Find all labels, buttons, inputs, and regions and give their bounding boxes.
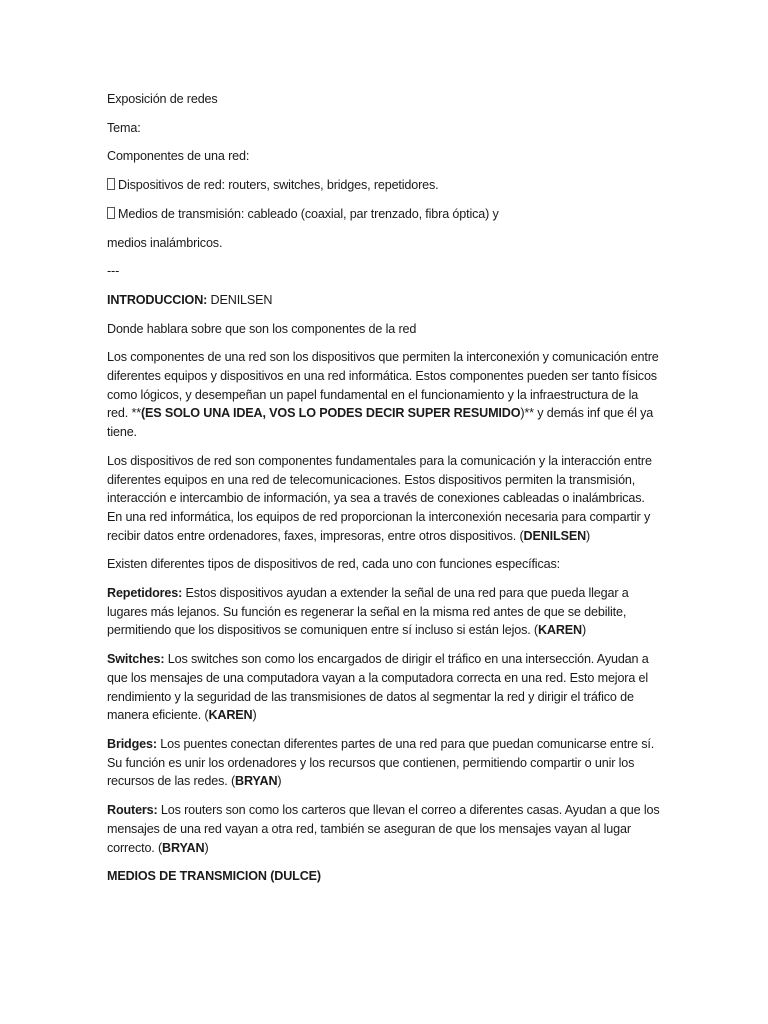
term-label: Switches: <box>107 652 165 667</box>
bullet-text: Dispositivos de red: routers, switches, bridges, repetidores. <box>118 178 439 193</box>
paragraph-close: ) <box>582 623 587 638</box>
bullet-text: Medios de transmisión: cableado (coaxial, par trenzado, fibra óptica) y <box>118 206 499 221</box>
medios-heading-text: MEDIOS DE TRANSMICION (DULCE) <box>107 869 321 884</box>
term-label: Routers: <box>107 803 158 818</box>
paragraph-close: ) <box>586 528 591 543</box>
term-text: Los routers son como los carteros que llevan el correo a diferentes casas. Ayudan a que los mensajes de una red vayan a otra red, también se aseguran de que los mensajes vayan al lugar correcto. ( <box>107 803 660 855</box>
term-label: Repetidores: <box>107 586 183 601</box>
paragraph-routers <box>107 801 662 857</box>
separator: --- <box>107 264 120 279</box>
paragraph-close: ) <box>204 840 209 855</box>
paragraph-close: ) <box>252 708 257 723</box>
paragraph-componentes <box>107 348 662 442</box>
document-page <box>107 90 662 896</box>
paragraph-bridges <box>107 735 662 791</box>
introduccion-line <box>107 291 662 310</box>
presenter-name: BRYAN <box>235 774 278 789</box>
medios-heading <box>107 867 662 886</box>
tema-label: Tema: <box>107 120 141 135</box>
introduccion-presenter: DENILSEN <box>207 292 273 307</box>
paragraph-tail: )** y demás inf que él ya tiene. <box>107 406 654 440</box>
term-label: Bridges: <box>107 736 157 751</box>
paragraph-dispositivos <box>107 452 662 546</box>
presenter-name: BRYAN <box>162 840 205 855</box>
presenter-name: KAREN <box>208 708 253 723</box>
paragraph-text: Los dispositivos de red son componentes fundamentales para la comunicación y la interacción entre diferentes equipos en una red de telecomunicaciones. Estos dispositivos permiten la transmisión, interacción e intercambio de información, ya sea a través de conexiones cableadas o inalámbricas. En una red informática, los equipos de red proporcionan la interconexión necesaria para compartir y recibir datos entre ordenadores, faxes, impresoras, entre otros dispositivos. ( <box>107 453 652 543</box>
componentes-heading: Componentes de una red: <box>107 149 250 164</box>
introduccion-label: INTRODUCCION: <box>107 292 208 307</box>
bullet-box-icon <box>107 207 115 219</box>
presenter-name: DENILSEN <box>523 528 587 543</box>
presenter-name: KAREN <box>537 623 582 638</box>
paragraph-repetidores <box>107 584 662 640</box>
introduccion-description: Donde hablara sobre que son los componentes de la red <box>107 321 417 336</box>
bullet-item-medios <box>107 205 662 224</box>
term-text: Los switches son como los encargados de dirigir el tráfico en una intersección. Ayudan a que los mensajes de una computadora vayan a la computadora correcta en una red. Esto mejora el rendimiento y la seguridad de las transmisiones de datos al segmentar la red y dirigir el tráfico de manera eficiente. ( <box>107 652 649 723</box>
paragraph-note: (ES SOLO UNA IDEA, VOS LO PODES DECIR SUPER RESUMIDO <box>140 406 521 421</box>
document-title: Exposición de redes <box>107 92 218 106</box>
bullet-box-icon <box>107 178 115 190</box>
term-text: Estos dispositivos ayudan a extender la señal de una red para que pueda llegar a lugares más lejanos. Su función es regenerar la señal en la misma red antes de que se debilite, permitiendo que los dispositivos se comuniquen entre sí incluso si están lejos. ( <box>107 586 629 638</box>
bullet-item-medios-continuation: medios inalámbricos. <box>107 235 223 250</box>
tipos-intro: Existen diferentes tipos de dispositivos de red, cada uno con funciones específicas: <box>107 557 560 572</box>
bullet-item-dispositivos <box>107 176 662 195</box>
paragraph-text: Los componentes de una red son los dispositivos que permiten la interconexión y comunicación entre diferentes equipos y dispositivos en una red informática. Estos componentes pueden ser tanto físicos como lógicos, y desempeñan un papel fundamental en el funcionamiento y la infraestructura de la red. ** <box>107 350 659 421</box>
paragraph-close: ) <box>277 774 282 789</box>
term-text: Los puentes conectan diferentes partes de una red para que puedan comunicarse entre sí. Su función es unir los ordenadores y los recursos que contienen, permitiendo compartir o unir los recursos de las redes. ( <box>107 736 655 789</box>
paragraph-switches <box>107 650 662 725</box>
